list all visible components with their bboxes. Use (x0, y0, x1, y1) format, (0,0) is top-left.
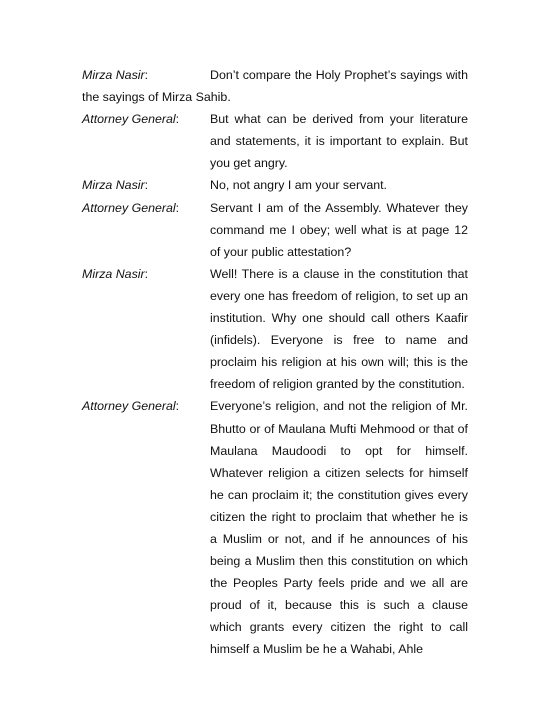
dialogue-entry (82, 64, 468, 108)
speech-text: Everyone’s religion, and not the religion of Mr. Bhutto or of Maulana Mufti Mehmood or that of Maulana Maudoodi to opt for himself. Whatever religion a citizen selects for himself he can proclaim it; the constitution gives every citizen the right to proclaim that whether he is a Muslim or not, and if he announces of his being a Muslim then this constitution on which the Peoples Party feels pride and we all are proud of it, because this is such a clause which grants every citizen the right to call himself a Muslim be he a Wahabi, Ahle (210, 399, 468, 657)
speech-text: Servant I am of the Assembly. Whatever they command me I obey; well what is at page 12 of your public attestation? (210, 200, 468, 259)
speech-text: Well! There is a clause in the constitution that every one has freedom of religion, to set up an institution. Why one should call others Kaafir (infidels). Everyone is free to name and proclaim his religion at his own will; this is the freedom of religion granted by the constitution. (210, 266, 468, 392)
speaker-name: Mirza Nasir: (82, 68, 149, 82)
speaker-name: Mirza Nasir: (82, 178, 149, 193)
speaker-name: Mirza Nasir: (82, 266, 149, 281)
speaker-name: Attorney General: (82, 112, 180, 127)
dialogue-entry (82, 108, 468, 174)
speech-text: Don’t compare the Holy Prophet’s sayings with the sayings of Mirza Sahib. (82, 68, 468, 105)
speech-text: But what can be derived from your literature and statements, it is important to explain. But you get angry. (210, 112, 468, 171)
dialogue-entry (82, 197, 468, 263)
dialogue-entry (82, 263, 468, 396)
speech-text: No, not angry I am your servant. (210, 178, 387, 193)
dialogue-entry (82, 395, 468, 660)
transcript-page (82, 64, 468, 661)
speaker-name: Attorney General: (82, 200, 180, 215)
speaker-name: Attorney General: (82, 399, 180, 414)
dialogue-entry (82, 174, 468, 196)
